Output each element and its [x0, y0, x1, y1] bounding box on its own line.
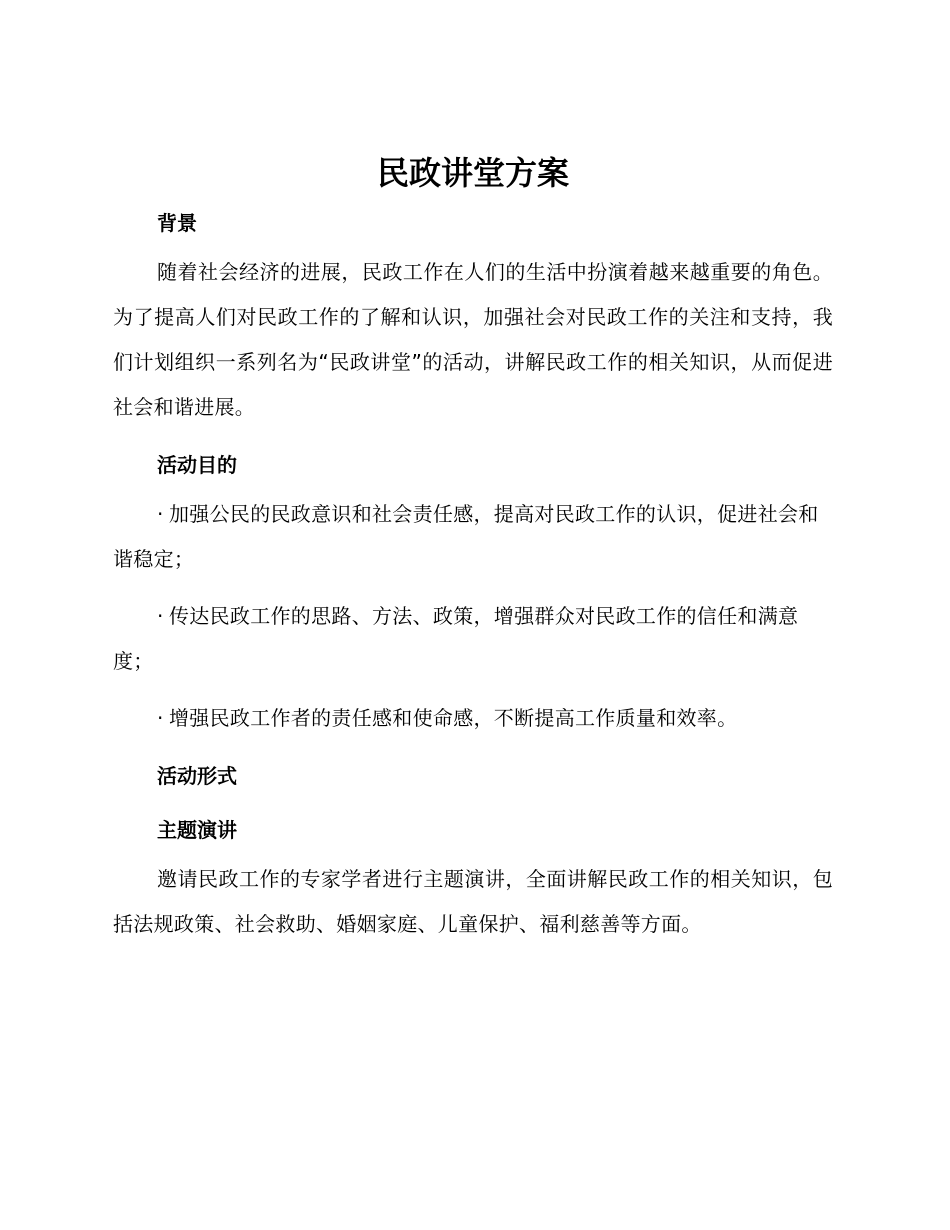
purpose-list-item — [113, 696, 833, 741]
bullet-icon: · — [157, 502, 164, 526]
purpose-item-text: 增强民政工作者的责任感和使命感，不断提高工作质量和效率。 — [169, 706, 738, 730]
background-paragraph: 随着社会经济的进展，民政工作在人们的生活中扮演着越来越重要的角色。为了提高人们对民政工作的了解和认识，加强社会对民政工作的关注和支持，我们计划组织一系列名为“民政讲堂”的活动，讲解民政工作的相关知识，从而促进社会和谐进展。 — [113, 260, 833, 419]
subheading-keynote: 主题演讲 — [157, 818, 237, 842]
section-heading-background: 背景 — [157, 211, 197, 235]
spacer — [113, 799, 833, 807]
purpose-list-item — [113, 594, 833, 684]
document-title: 民政讲堂方案 — [376, 154, 569, 192]
purpose-item-text: 加强公民的民政意识和社会责任感，提高对民政工作的认识，促进社会和谐稳定； — [113, 502, 819, 571]
section-heading-format: 活动形式 — [157, 764, 237, 788]
section-heading-purpose: 活动目的 — [157, 453, 237, 477]
document-body — [113, 148, 833, 959]
bullet-icon: · — [157, 706, 164, 730]
bullet-icon: · — [157, 604, 164, 628]
purpose-list-item — [113, 492, 833, 582]
format-paragraph: 邀请民政工作的专家学者进行主题演讲，全面讲解民政工作的相关知识，包括法规政策、社会救助、婚姻家庭、儿童保护、福利慈善等方面。 — [113, 867, 833, 936]
purpose-item-text: 传达民政工作的思路、方法、政策，增强群众对民政工作的信任和满意度； — [113, 604, 799, 673]
